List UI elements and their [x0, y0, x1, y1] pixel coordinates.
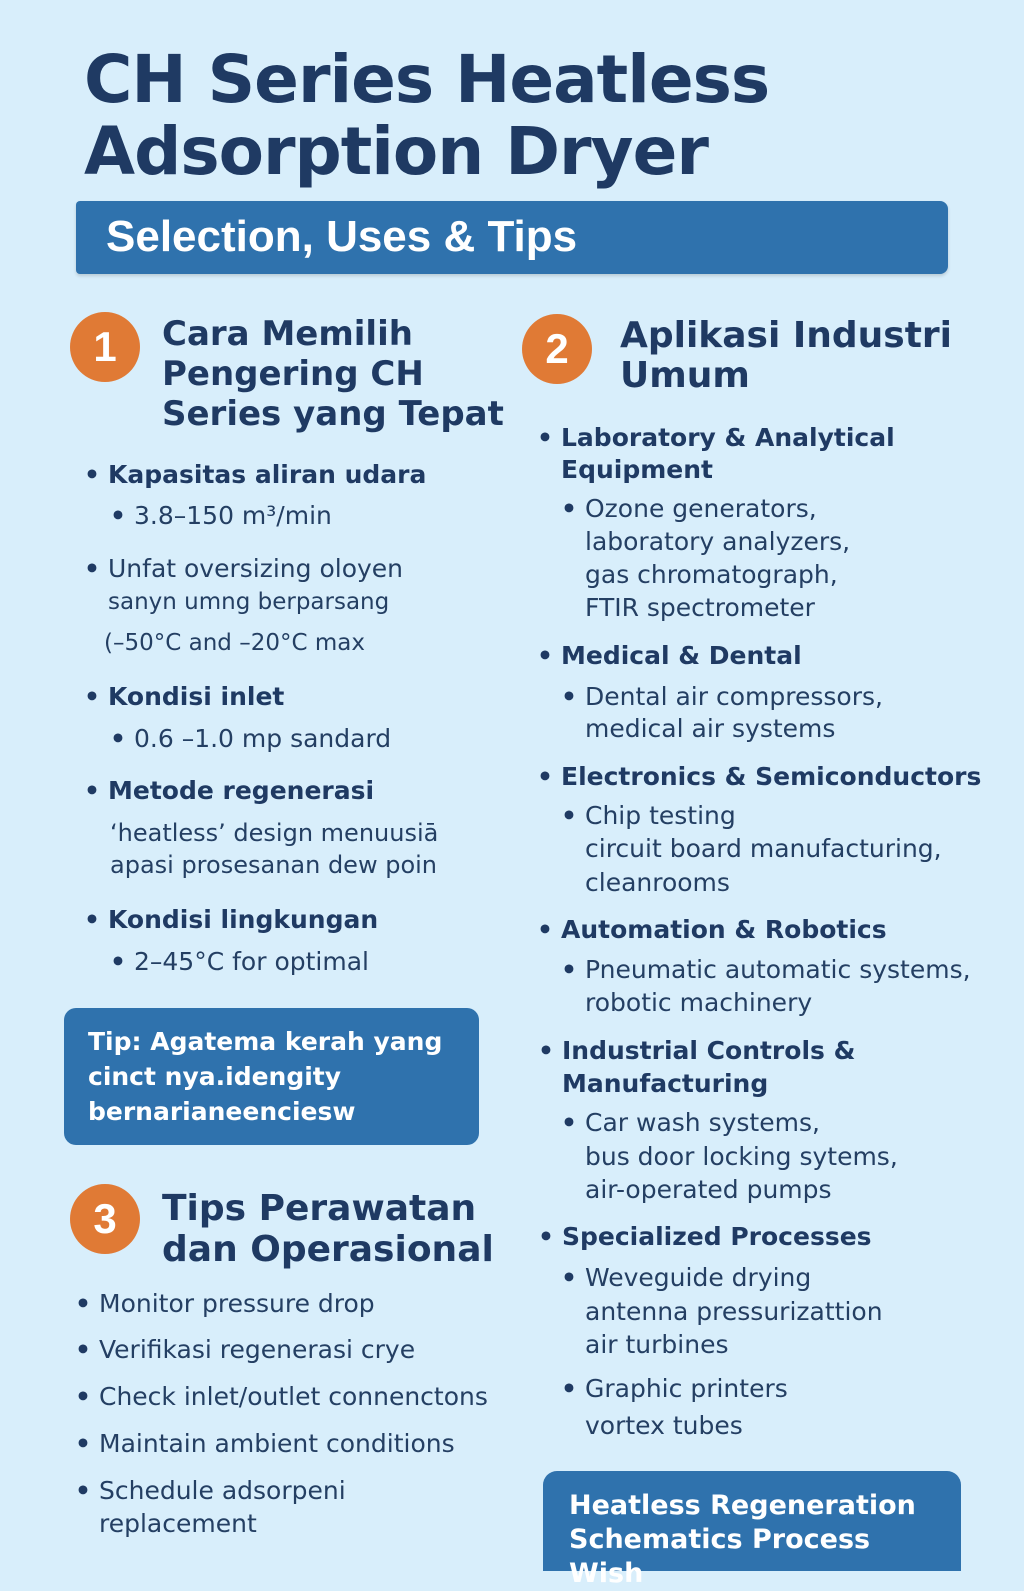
- app-item: air turbines: [585, 1330, 729, 1359]
- section-1-title-line: Pengering CH: [162, 354, 424, 394]
- app-heading-industrial: • Industrial Controls &: [562, 1034, 855, 1067]
- tip-box: [64, 1008, 479, 1145]
- app-heading-automation: • Automation & Robotics: [561, 913, 887, 946]
- panel-line: Schematics Process Wish: [569, 1524, 871, 1589]
- app-item: • Pneumatic automatic systems,: [585, 953, 971, 986]
- app-item: laboratory analyzers,: [585, 527, 851, 556]
- app-item: • Dental air compressors,: [585, 680, 883, 713]
- section-1-title: [162, 314, 522, 434]
- app-item: • Chip testing: [585, 799, 736, 832]
- panel-line: Heatless Regeneration: [569, 1490, 916, 1521]
- app-item: antenna pressurizattion: [585, 1297, 883, 1326]
- app-item: medical air systems: [585, 714, 836, 743]
- maintenance-item: • Check inlet/outlet connenctons: [99, 1380, 488, 1413]
- maintenance-item: • Maintain ambient conditions: [99, 1427, 455, 1460]
- app-item: robotic machinery: [585, 988, 813, 1017]
- section-1-title-line: Series yang Tepat: [162, 394, 504, 434]
- tip-line: cinct nya.idengity: [88, 1062, 342, 1091]
- app-item: FTIR spectrometer: [585, 593, 815, 622]
- app-heading-laboratory: • Laboratory & Analytical: [561, 421, 895, 454]
- app-item: • Car wash systems,: [585, 1106, 820, 1139]
- regen-label: • Metode regenerasi: [108, 774, 374, 807]
- app-item: • Ozone generators,: [585, 492, 817, 525]
- app-heading-electronics: • Electronics & Semiconductors: [561, 760, 981, 793]
- app-item: bus door locking sytems,: [585, 1142, 898, 1171]
- oversizing-line-2: sanyn umng berparsang: [108, 589, 390, 615]
- airflow-value: • 3.8–150 m³/min: [134, 499, 332, 532]
- inlet-label: • Kondisi inlet: [108, 680, 284, 713]
- app-item: gas chromatograph,: [585, 560, 838, 589]
- app-item: air-operated pumps: [585, 1175, 832, 1204]
- oversizing-line-1: • Unfat oversizing oloyen: [108, 552, 403, 585]
- app-heading-specialized: • Specialized Processes: [562, 1220, 872, 1253]
- subtitle-banner: [76, 201, 948, 274]
- section-3-title-line: Tips Perawatan: [162, 1188, 477, 1229]
- app-heading-medical: • Medical & Dental: [561, 639, 802, 672]
- regen-line-2: apasi prosesanan dew poin: [110, 851, 437, 879]
- app-item: vortex tubes: [585, 1411, 743, 1440]
- maintenance-item: • Monitor pressure drop: [99, 1287, 375, 1320]
- page-title: [84, 41, 984, 190]
- title-line-1: CH Series Heatless: [84, 41, 770, 118]
- section-2-title: [620, 316, 1000, 396]
- tip-line: bernarianeenciesw: [88, 1097, 356, 1126]
- app-item: circuit board manufacturing,: [585, 834, 942, 863]
- maintenance-item-continued: replacement: [99, 1509, 257, 1538]
- app-item: • Graphic printers: [585, 1372, 788, 1405]
- section-2-title-line: Umum: [620, 355, 750, 396]
- section-3-number-badge: 3: [70, 1184, 140, 1254]
- tip-line: Tip: Agatema kerah yang: [88, 1027, 443, 1056]
- oversizing-line-3: (–50°C and –20°C max: [104, 630, 365, 656]
- section-1-title-line: Cara Memilih: [162, 314, 413, 354]
- app-heading-laboratory-cont: Equipment: [561, 455, 713, 484]
- env-label: • Kondisi lingkungan: [108, 903, 378, 936]
- app-item: • Weveguide drying: [585, 1261, 811, 1294]
- airflow-label: • Kapasitas aliran udara: [108, 458, 426, 491]
- inlet-value: • 0.6 –1.0 mp sandard: [134, 722, 391, 755]
- app-heading-industrial-cont: Manufacturing: [562, 1069, 769, 1098]
- section-3-title-line: dan Operasional: [162, 1229, 494, 1270]
- title-line-2: Adsorption Dryer: [84, 113, 708, 190]
- section-1-number-badge: 1: [70, 312, 140, 382]
- env-value: • 2–45°C for optimal: [134, 945, 369, 978]
- maintenance-item: • Verifikasi regenerasi crye: [99, 1333, 415, 1366]
- maintenance-item: • Schedule adsorpeni: [99, 1474, 346, 1507]
- subtitle-text: Selection, Uses & Tips: [106, 212, 578, 261]
- section-2-title-line: Aplikasi Industri: [620, 315, 952, 356]
- regen-line-1: ‘heatless’ design menuusiā: [110, 819, 439, 847]
- section-2-number-badge: 2: [522, 314, 592, 384]
- app-item: cleanrooms: [585, 868, 730, 897]
- section-3-title: [162, 1188, 522, 1270]
- regeneration-panel: [543, 1471, 961, 1589]
